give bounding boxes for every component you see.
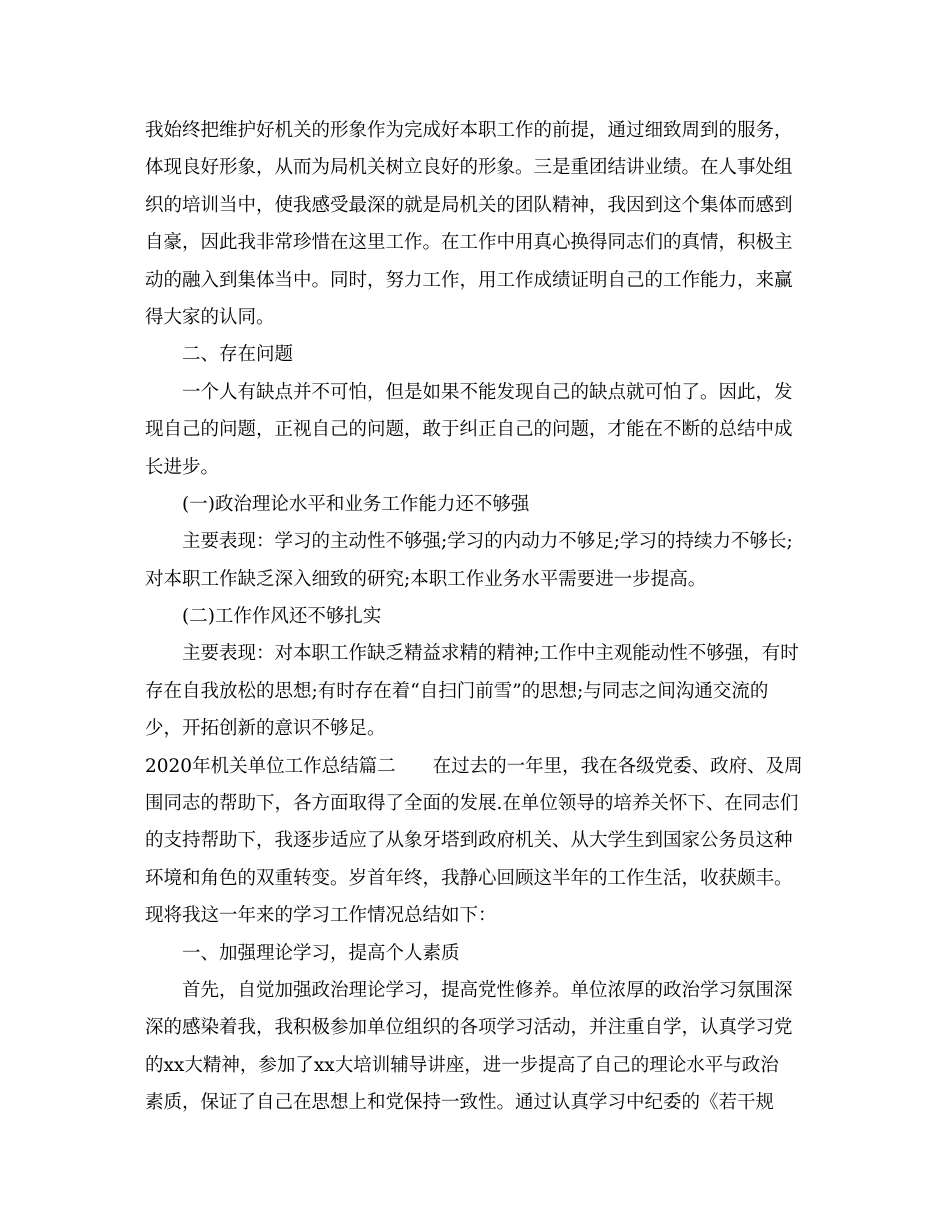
- text-line: 得大家的认同。: [145, 306, 275, 328]
- text-line: 的xx大精神，参加了xx大培训辅导讲座，进一步提高了自己的理论水平与政治: [145, 1054, 779, 1076]
- text-line: 二、存在问题: [182, 344, 294, 366]
- text-line: 主要表现：对本职工作缺乏精益求精的精神;工作中主观能动性不够强，有时: [182, 643, 799, 665]
- text-line: 体现良好形象，从而为局机关树立良好的形象。三是重团结讲业绩。在人事处组: [145, 157, 793, 179]
- text-line: 我始终把维护好机关的形象作为完成好本职工作的前提，通过细致周到的服务，: [145, 120, 793, 141]
- text-line: 2020年机关单位工作总结篇二 在过去的一年里，我在各级党委、政府、及周: [145, 755, 803, 777]
- text-line: (二)工作作风还不够扎实: [182, 606, 382, 628]
- text-line: 现将我这一年来的学习工作情况总结如下：: [145, 905, 497, 927]
- text-line: 深的感染着我，我积极参加单位组织的各项学习活动，并注重自学，认真学习党: [145, 1017, 793, 1039]
- text-line: 织的培训当中，使我感受最深的就是局机关的团队精神，我因到这个集体而感到: [145, 194, 793, 216]
- text-line: 一、加强理论学习，提高个人素质: [182, 942, 460, 964]
- text-line: 存在自我放松的思想;有时存在着“自扫门前雪”的思想;与同志之间沟通交流的: [145, 680, 769, 702]
- text-line: 动的融入到集体当中。同时，努力工作，用工作成绩证明自己的工作能力，来赢: [145, 269, 793, 291]
- text-line: 素质，保证了自己在思想上和党保持一致性。通过认真学习中纪委的《若干规: [145, 1092, 775, 1114]
- text-line: 少，开拓创新的意识不够足。: [145, 718, 386, 740]
- text-line: 主要表现：学习的主动性不够强;学习的内动力不够足;学习的持续力不够长;: [182, 531, 793, 553]
- document-body: [145, 112, 805, 1122]
- text-line: 环境和角色的双重转变。岁首年终，我静心回顾这半年的工作生活，收获颇丰。: [145, 867, 793, 889]
- text-line: 一个人有缺点并不可怕，但是如果不能发现自己的缺点就可怕了。因此，发: [182, 381, 793, 403]
- text-line: 长进步。: [145, 456, 220, 478]
- text-line: 自豪，因此我非常珍惜在这里工作。在工作中用真心换得同志们的真情，积极主: [145, 232, 793, 254]
- text-line: (一)政治理论水平和业务工作能力还不够强: [182, 493, 530, 515]
- text-line: 围同志的帮助下，各方面取得了全面的发展.在单位领导的培养关怀下、在同志们: [145, 793, 799, 815]
- text-line: 的支持帮助下，我逐步适应了从象牙塔到政府机关、从大学生到国家公务员这种: [145, 830, 793, 852]
- text-line: 首先，自觉加强政治理论学习，提高党性修养。单位浓厚的政治学习氛围深: [182, 979, 793, 1001]
- text-line: 现自己的问题，正视自己的问题，敢于纠正自己的问题，才能在不断的总结中成: [145, 419, 793, 441]
- text-line: 对本职工作缺乏深入细致的研究;本职工作业务水平需要进一步提高。: [145, 568, 707, 590]
